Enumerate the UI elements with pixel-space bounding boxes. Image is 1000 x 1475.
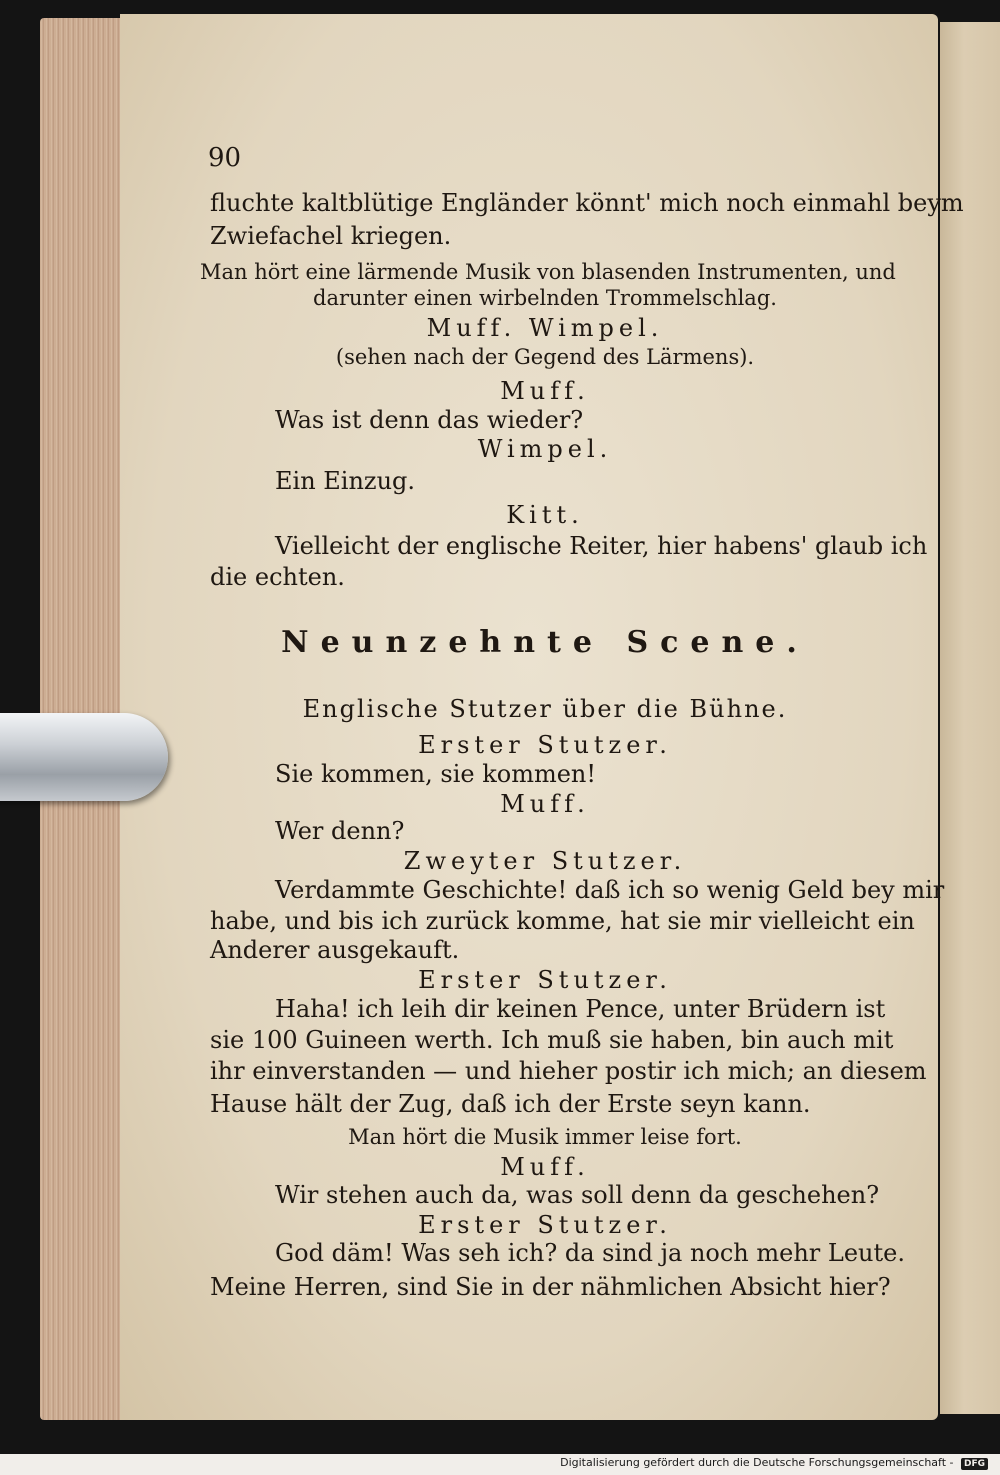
speaker-name: Kitt. — [506, 501, 584, 529]
page-number: 90 — [208, 143, 242, 173]
speaker-name: Erster Stutzer. — [418, 966, 672, 994]
facing-page — [940, 22, 1000, 1414]
dfg-logo: DFG — [961, 1458, 988, 1470]
digitization-credit — [560, 1456, 988, 1470]
stage-direction: (sehen nach der Gegend des Lärmens). — [335, 345, 755, 369]
stage-direction: Man hört die Musik immer leise fort. — [348, 1125, 742, 1149]
speaker-name: Muff. — [500, 790, 590, 818]
text-line: God däm! Was seh ich? da sind ja noch mehr Leute. — [275, 1239, 905, 1267]
text-line: Verdammte Geschichte! daß ich so wenig Geld bey mir — [275, 876, 945, 904]
stage-direction: darunter einen wirbelnden Trommelschlag. — [313, 286, 777, 310]
text-line: Zwiefachel kriegen. — [210, 222, 452, 250]
text-line: sie 100 Guineen werth. Ich muß sie haben, bin auch mit — [210, 1026, 894, 1054]
page-clip-icon — [0, 713, 168, 801]
text-line: Was ist denn das wieder? — [275, 406, 584, 434]
speaker-name: Wimpel. — [477, 435, 613, 463]
speaker-name: Muff. Wimpel. — [426, 314, 664, 342]
text-line: Meine Herren, sind Sie in der nähmlichen Absicht hier? — [210, 1273, 891, 1301]
speaker-name: Muff. — [500, 1153, 590, 1181]
text-line: habe, und bis ich zurück komme, hat sie mir vielleicht ein — [210, 907, 915, 935]
footer-text: Digitalisierung gefördert durch die Deutsche Forschungsgemeinschaft - — [560, 1456, 954, 1469]
text-line: Wir stehen auch da, was soll denn da geschehen? — [275, 1181, 880, 1209]
scene-title: Neunzehnte Scene. — [281, 625, 809, 660]
text-line: Anderer ausgekauft. — [210, 936, 460, 964]
text-line: Hause hält der Zug, daß ich der Erste seyn kann. — [210, 1090, 811, 1118]
text-line: fluchte kaltblütige Engländer könnt' mich noch einmahl beym — [210, 189, 964, 217]
text-line: Vielleicht der englische Reiter, hier habens' glaub ich — [275, 532, 928, 560]
stage-direction: Man hört eine lärmende Musik von blasenden Instrumenten, und — [200, 260, 896, 284]
speaker-name: Erster Stutzer. — [418, 1211, 672, 1239]
text-line: Haha! ich leih dir keinen Pence, unter Brüdern ist — [275, 995, 886, 1023]
speaker-name: Zweyter Stutzer. — [403, 847, 687, 875]
speaker-name: Erster Stutzer. — [418, 731, 672, 759]
text-line: Sie kommen, sie kommen! — [275, 760, 597, 788]
text-line: Ein Einzug. — [275, 467, 416, 495]
text-line: ihr einverstanden — und hieher postir ich mich; an diesem — [210, 1057, 927, 1085]
stage-direction: Englische Stutzer über die Bühne. — [302, 695, 788, 723]
speaker-name: Muff. — [500, 377, 590, 405]
text-line: Wer denn? — [275, 817, 405, 845]
text-line: die echten. — [210, 563, 345, 591]
